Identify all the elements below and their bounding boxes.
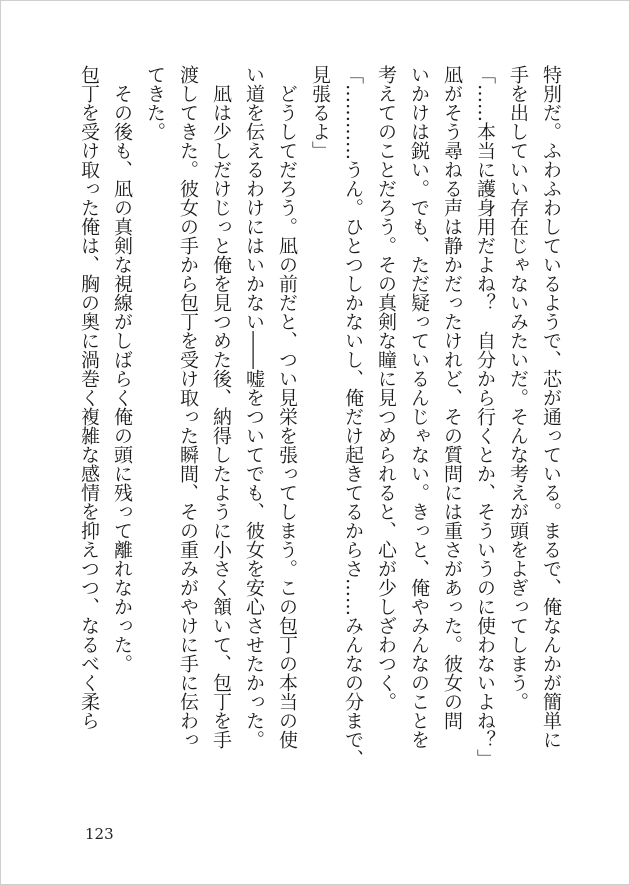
text-line: 「……本当に護身用だよね？ 自分から行くとか、そういうのに使わないよね？」 (474, 65, 496, 768)
text-line: 渡してきた。彼女の手から包丁を受け取った瞬間、その重みがやけに手に伝わっ (177, 65, 199, 749)
text-line: 考えてのことだろう。その真剣な瞳に見つめられると、心が少しざわつく。 (375, 65, 397, 711)
text-line: 凪は少しだけじっと俺を見つめた後、納得したように小さく頷いて、包丁を手 (210, 65, 232, 749)
text-line: 特別だ。ふわふわしているようで、芯が通っている。まるで、俺なんかが簡単に (540, 65, 562, 749)
vertical-body-text (72, 65, 567, 805)
text-line: いかけは鋭い。でも、ただ疑っているんじゃない。きっと、俺やみんなのことを (408, 65, 430, 749)
text-line: 手を出していい存在じゃないみたいだ。そんな考えが頭をよぎってしまう。 (507, 65, 529, 711)
text-line: てきた。 (144, 65, 166, 141)
text-line: どうしてだろう。凪の前だと、つい見栄を張ってしまう。この包丁の本当の使 (276, 65, 298, 749)
page-number: 123 (85, 825, 114, 843)
text-line: 包丁を受け取った俺は、胸の奥に渦巻く複雑な感情を抑えつつ、なるべく柔ら (78, 65, 100, 730)
text-line: い道を伝えるわけにはいかない――嘘をついてでも、彼女を安心させたかった。 (243, 65, 265, 749)
text-line: その後も、凪の真剣な視線がしばらく俺の頭に残って離れなかった。 (111, 65, 133, 673)
text-line: 見張るよ」 (309, 65, 331, 160)
text-line: 「…………うん。ひとつしかないし、俺だけ起きてるからさ……みんなの分まで、 (342, 65, 364, 768)
text-line: 凪がそう尋ねる声は静かだったけれど、その質問には重さがあった。彼女の問 (441, 65, 463, 730)
